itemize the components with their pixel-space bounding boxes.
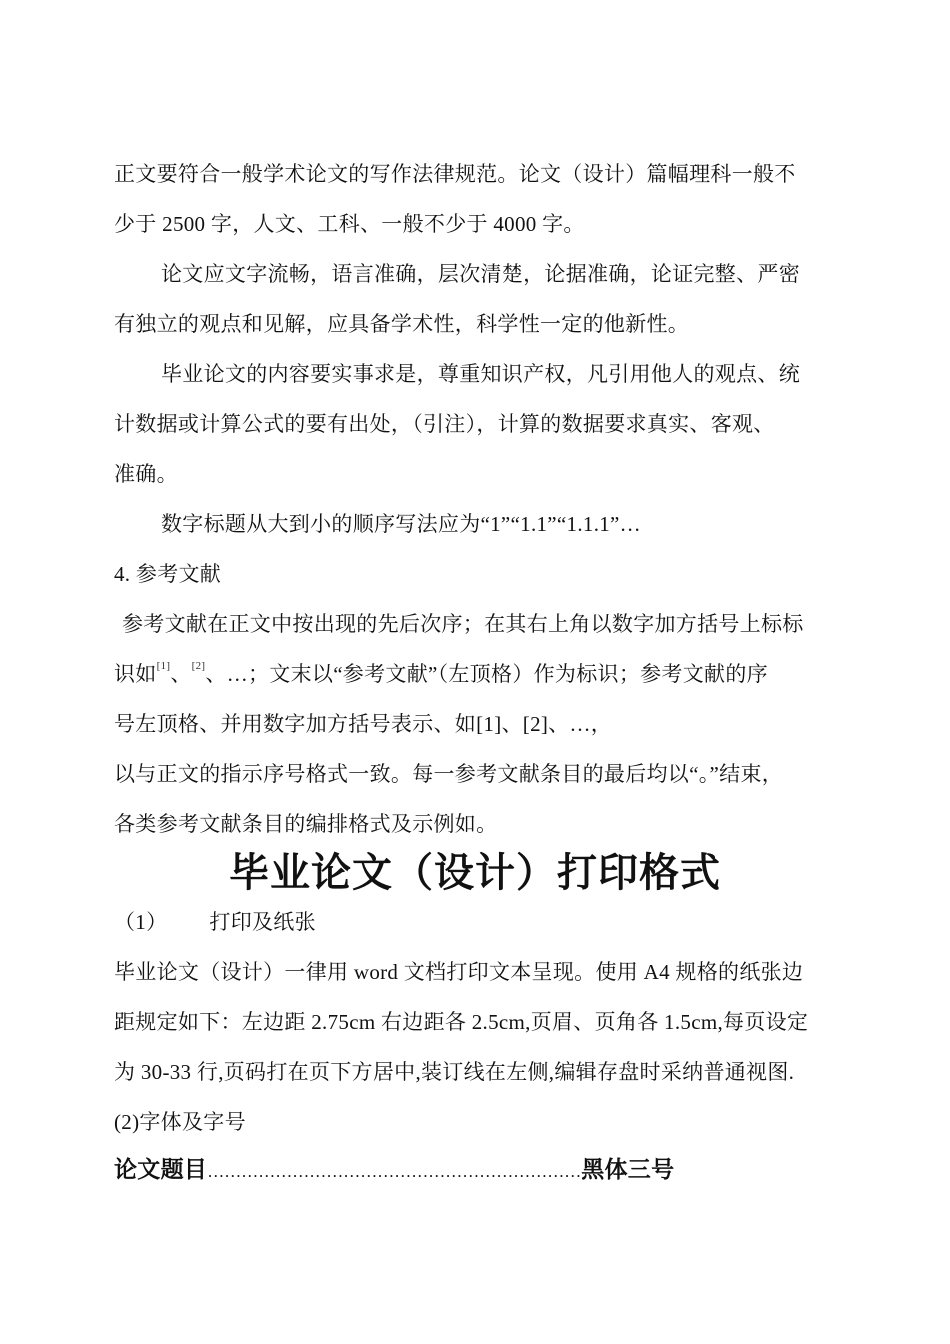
font-spec-label: 论文题目 [114, 1157, 208, 1183]
references-line-2-sep: 、 [170, 662, 192, 686]
references-line-4: 以与正文的指示序号格式一致。每一参考文献条目的最后均以“。”结束， [114, 762, 784, 786]
references-line-3: 号左顶格、并用数字加方括号表示、如[1]、[2]、…， [114, 712, 613, 736]
references-line-1: 参考文献在正文中按出现的先后次序；在其右上角以数字加方括号上标标 [122, 612, 804, 636]
citation-superscript-2: [2] [191, 660, 206, 672]
item-1-line-1: 毕业论文（设计）一律用 word 文档打印文本呈现。使用 A4 规格的纸张边 [114, 960, 804, 984]
paragraph-3-line-3: 准确。 [114, 462, 178, 486]
paragraph-2-line-1: 论文应文字流畅，语言准确，层次清楚，论据准确，论证完整、严密 [161, 262, 800, 286]
print-format-title: 毕业论文（设计）打印格式 [229, 850, 721, 896]
paragraph-2-line-2: 有独立的观点和见解，应具备学术性，科学性一定的他新性。 [114, 312, 690, 336]
item-1-line-2: 距规定如下：左边距 2.75cm 右边距各 2.5cm,页眉、页角各 1.5cm,每页设定 [114, 1010, 809, 1034]
references-line-5: 各类参考文献条目的编排格式及示例如。 [114, 812, 498, 836]
references-line-2-start: 识如 [114, 662, 157, 686]
references-line-2 [114, 661, 854, 687]
font-spec-leader: ………………………………………………………… [207, 1162, 582, 1181]
citation-superscript-1: [1] [156, 660, 171, 672]
references-line-2-end: 、…；文末以“参考文献”（左顶格）作为标识；参考文献的序 [205, 662, 768, 686]
font-spec-row [114, 1157, 734, 1185]
font-spec-value: 黑体三号 [581, 1157, 675, 1183]
paragraph-3-line-1: 毕业论文的内容要实事求是，尊重知识产权，凡引用他人的观点、统 [161, 362, 800, 386]
paragraph-1-line-2: 少于 2500 字，人文、工科、一般不少于 4000 字。 [114, 212, 585, 236]
item-1-line-3: 为 30-33 行,页码打在页下方居中,装订线在左侧,编辑存盘时采纳普通视图. [114, 1060, 795, 1084]
paragraph-1-line-1: 正文要符合一般学术论文的写作法律规范。论文（设计）篇幅理科一般不 [114, 162, 796, 186]
item-1-number: （1） [114, 910, 168, 934]
paragraph-4-line-1: 数字标题从大到小的顺序写法应为“1”“1.1”“1.1.1”… [161, 512, 641, 536]
paragraph-3-line-2: 计数据或计算公式的要有出处，（引注），计算的数据要求真实、客观、 [114, 412, 775, 436]
item-1-heading [114, 909, 854, 935]
section-4-heading: 4. 参考文献 [114, 562, 222, 586]
item-1-label: 打印及纸张 [209, 910, 316, 934]
item-2-heading: (2)字体及字号 [114, 1110, 246, 1134]
